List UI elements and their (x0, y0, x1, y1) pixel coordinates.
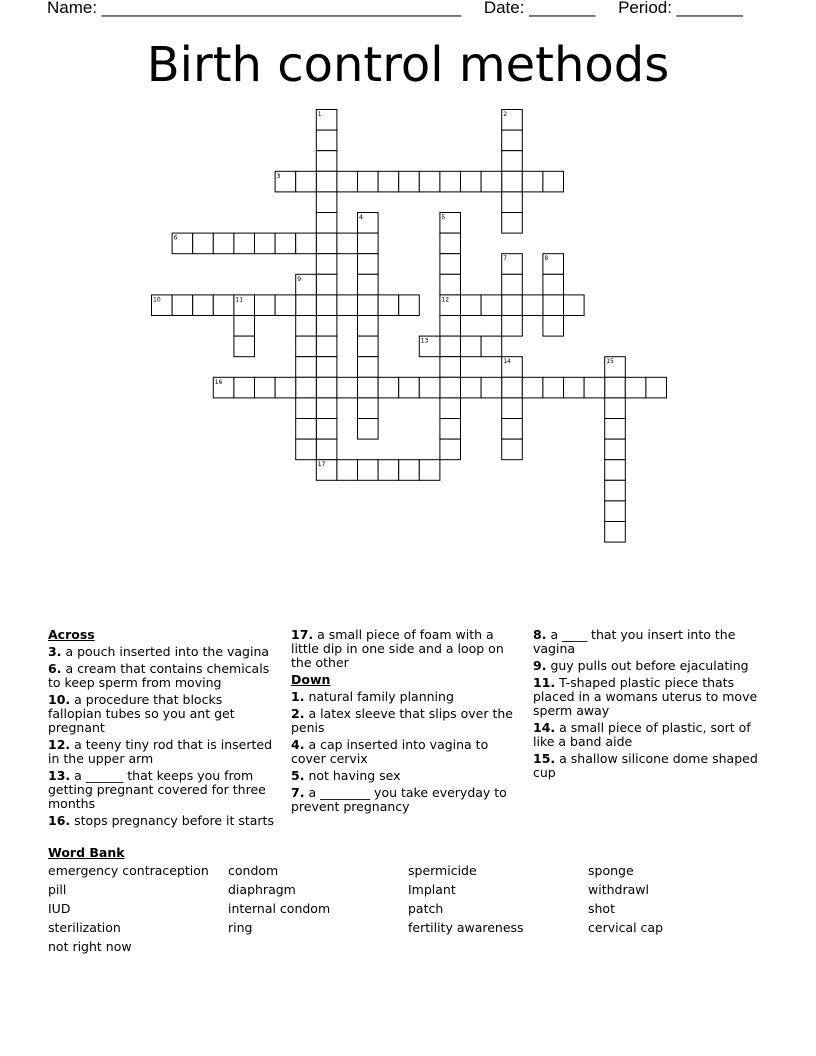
crossword-cell[interactable] (358, 377, 379, 398)
across-clue-13: 13. a ______ that keeps you from getting pregnant covered for three months (48, 768, 266, 811)
crossword-cell[interactable] (502, 377, 523, 398)
crossword-cell[interactable] (440, 171, 461, 192)
crossword-cell[interactable] (213, 295, 234, 316)
word-bank-heading: Word Bank (48, 845, 125, 860)
word-bank-item: ring (228, 920, 253, 935)
crossword-cell[interactable] (255, 233, 276, 254)
crossword-cell[interactable] (296, 336, 317, 357)
down-clue-9: 9. guy pulls out before ejaculating (533, 658, 749, 673)
word-bank-item: withdrawl (588, 882, 649, 897)
crossword-cell[interactable] (358, 460, 379, 481)
crossword-cell[interactable] (296, 233, 317, 254)
crossword-cell[interactable] (440, 357, 461, 378)
crossword-cell[interactable] (522, 377, 543, 398)
word-bank-item: fertility awareness (408, 920, 524, 935)
crossword-cell[interactable] (440, 377, 461, 398)
crossword-cell[interactable] (234, 377, 255, 398)
clue-number-4: 4 (359, 214, 363, 221)
crossword-cell[interactable] (543, 171, 564, 192)
crossword-cell[interactable] (255, 377, 276, 398)
crossword-cell[interactable] (502, 213, 523, 234)
crossword-cell[interactable] (316, 336, 337, 357)
clue-number-8: 8 (544, 255, 549, 263)
name-field[interactable]: Name: ______________________________________ (47, 0, 462, 17)
crossword-cell[interactable] (440, 274, 461, 295)
crossword-cell[interactable] (440, 233, 461, 254)
crossword-cell[interactable] (605, 460, 626, 481)
crossword-cell[interactable] (399, 171, 420, 192)
word-bank-item: pill (48, 882, 67, 897)
crossword-cell[interactable] (213, 233, 234, 254)
crossword-cell[interactable] (275, 295, 296, 316)
crossword-cell[interactable] (378, 295, 399, 316)
crossword-cell[interactable] (440, 254, 461, 275)
crossword-cell[interactable] (605, 377, 626, 398)
crossword-cell[interactable] (605, 522, 626, 543)
crossword-cell[interactable] (316, 213, 337, 234)
crossword-cell[interactable] (275, 377, 296, 398)
crossword-cell[interactable] (316, 357, 337, 378)
crossword-cell[interactable] (440, 398, 461, 419)
down-clue-4: 4. a cap inserted into vagina to cover cervix (291, 737, 489, 766)
word-bank-item: internal condom (228, 901, 331, 916)
crossword-cell[interactable] (193, 295, 214, 316)
word-bank-item: diaphragm (228, 882, 296, 897)
crossword-cell[interactable] (440, 419, 461, 440)
clue-number-14: 14 (503, 358, 511, 366)
down-clue-7: 7. a ________ you take everyday to prevent pregnancy (291, 785, 507, 814)
crossword-cell[interactable] (234, 316, 255, 337)
clue-number-1: 1 (317, 111, 322, 118)
crossword-cell[interactable] (440, 439, 461, 460)
across-clue-10: 10. a procedure that blocks fallopian tubes so you ant get pregnant (48, 692, 235, 735)
crossword-cell[interactable] (461, 171, 482, 192)
clues-column-1 (48, 628, 276, 831)
clue-number-5: 5 (441, 214, 446, 221)
crossword-cell[interactable] (399, 295, 420, 316)
crossword-cell[interactable] (646, 377, 667, 398)
word-bank-item: spermicide (408, 863, 477, 878)
crossword-cell[interactable] (543, 377, 564, 398)
crossword-cell[interactable] (605, 480, 626, 501)
word-bank-item: not right now (48, 939, 132, 954)
crossword-cell[interactable] (316, 233, 337, 254)
crossword-cell[interactable] (461, 336, 482, 357)
crossword-cell[interactable] (502, 316, 523, 337)
crossword-cell[interactable] (316, 130, 337, 151)
crossword-cell[interactable] (481, 295, 502, 316)
crossword-cell[interactable] (193, 233, 214, 254)
down-clue-15: 15. a shallow silicone dome shaped cup (533, 751, 758, 780)
crossword-cell[interactable] (358, 398, 379, 419)
crossword-cell[interactable] (419, 460, 440, 481)
crossword-cell[interactable] (337, 233, 358, 254)
clue-number-6: 6 (173, 234, 178, 242)
clue-number-17: 17 (317, 461, 326, 469)
crossword-cell[interactable] (502, 151, 523, 172)
clue-number-2: 2 (503, 111, 508, 118)
word-bank-item: emergency contraception (48, 863, 209, 878)
crossword-cell[interactable] (316, 295, 337, 316)
crossword-cell[interactable] (358, 336, 379, 357)
word-bank-item: sterilization (48, 920, 121, 935)
crossword-cell[interactable] (316, 254, 337, 275)
crossword-cell[interactable] (481, 171, 502, 192)
crossword-cell[interactable] (296, 171, 317, 192)
crossword-cell[interactable] (296, 439, 317, 460)
crossword-cell[interactable] (296, 295, 317, 316)
word-bank-item: condom (228, 863, 279, 878)
crossword-cell[interactable] (358, 233, 379, 254)
crossword-cell[interactable] (502, 192, 523, 213)
crossword-cell[interactable] (316, 398, 337, 419)
crossword-cell[interactable] (296, 316, 317, 337)
crossword-cell[interactable] (605, 439, 626, 460)
word-bank-item: cervical cap (588, 920, 664, 935)
clues-column-3 (533, 628, 765, 783)
crossword-cell[interactable] (543, 295, 564, 316)
crossword-cell[interactable] (337, 460, 358, 481)
crossword-cell[interactable] (419, 171, 440, 192)
crossword-cell[interactable] (234, 233, 255, 254)
clue-number-7: 7 (503, 255, 508, 263)
date-field[interactable]: Date: _______ (483, 0, 596, 17)
crossword-cell[interactable] (502, 419, 523, 440)
crossword-cell[interactable] (358, 357, 379, 378)
crossword-cell[interactable] (564, 295, 585, 316)
crossword-cell[interactable] (440, 316, 461, 337)
crossword-cell[interactable] (605, 419, 626, 440)
crossword-cell[interactable] (316, 316, 337, 337)
crossword-cell[interactable] (378, 171, 399, 192)
clue-number-11: 11 (235, 296, 244, 304)
word-bank (48, 864, 768, 954)
crossword-cell[interactable] (605, 398, 626, 419)
down-heading: Down (291, 672, 331, 687)
crossword-cell[interactable] (358, 274, 379, 295)
across-clue-3: 3. a pouch inserted into the vagina (48, 644, 270, 659)
crossword-cell[interactable] (522, 171, 543, 192)
crossword-cell[interactable] (522, 295, 543, 316)
across-heading: Across (48, 627, 95, 642)
crossword-cell[interactable] (296, 419, 317, 440)
crossword-cell[interactable] (316, 439, 337, 460)
crossword-cell[interactable] (502, 295, 523, 316)
crossword-cell[interactable] (296, 377, 317, 398)
down-clue-11: 11. T-shaped plastic piece thats placed in a womans uterus to move sperm away (533, 675, 758, 718)
crossword-cell[interactable] (358, 295, 379, 316)
crossword-cell[interactable] (337, 171, 358, 192)
clue-number-16: 16 (214, 378, 223, 386)
crossword-cell[interactable] (399, 460, 420, 481)
crossword-cell[interactable] (296, 398, 317, 419)
crossword-cell[interactable] (255, 295, 276, 316)
crossword-cell[interactable] (337, 295, 358, 316)
crossword-cell[interactable] (399, 377, 420, 398)
clue-number-15: 15 (606, 358, 614, 366)
crossword-cell[interactable] (358, 316, 379, 337)
down-clue-8: 8. a ____ that you insert into the vagina (533, 627, 736, 656)
down-clue-1: 1. natural family planning (291, 689, 454, 704)
crossword-cell[interactable] (378, 377, 399, 398)
clue-number-13: 13 (420, 337, 429, 345)
crossword-cell[interactable] (461, 295, 482, 316)
crossword-cell[interactable] (275, 233, 296, 254)
period-field[interactable]: Period: _______ (618, 0, 743, 17)
crossword-cell[interactable] (172, 295, 193, 316)
down-clue-14: 14. a small piece of plastic, sort of like a band aide (533, 720, 751, 749)
crossword-cell[interactable] (543, 316, 564, 337)
word-bank-item: patch (408, 901, 444, 916)
down-clue-5: 5. not having sex (291, 768, 401, 783)
across-clue-17: 17. a small piece of foam with a little dip in one side and a loop on the other (291, 627, 504, 670)
crossword-cell[interactable] (481, 336, 502, 357)
crossword-cell[interactable] (358, 419, 379, 440)
crossword-cell[interactable] (234, 336, 255, 357)
crossword-cell[interactable] (481, 377, 502, 398)
crossword-cell[interactable] (605, 501, 626, 522)
crossword-cell[interactable] (502, 398, 523, 419)
crossword-cell[interactable] (564, 377, 585, 398)
crossword-cell[interactable] (316, 171, 337, 192)
crossword-cell[interactable] (358, 254, 379, 275)
word-bank-item: shot (588, 901, 615, 916)
crossword-cell[interactable] (440, 336, 461, 357)
clue-number-3: 3 (276, 172, 281, 180)
crossword-cell[interactable] (378, 460, 399, 481)
word-bank-item: sponge (588, 863, 634, 878)
clue-number-12: 12 (441, 296, 450, 304)
crossword-cell[interactable] (461, 377, 482, 398)
crossword-cell[interactable] (502, 171, 523, 192)
crossword-cell[interactable] (316, 151, 337, 172)
crossword-cell[interactable] (502, 439, 523, 460)
crossword-cell[interactable] (316, 419, 337, 440)
crossword-cell[interactable] (316, 192, 337, 213)
crossword-cell[interactable] (625, 377, 646, 398)
crossword-cell[interactable] (337, 377, 358, 398)
crossword-cell[interactable] (419, 377, 440, 398)
crossword-cell[interactable] (316, 377, 337, 398)
crossword-cell[interactable] (502, 130, 523, 151)
down-clue-2: 2. a latex sleeve that slips over the penis (291, 706, 513, 735)
across-clue-12: 12. a teeny tiny rod that is inserted in the upper arm (48, 737, 273, 766)
clue-number-10: 10 (153, 296, 161, 304)
clue-number-9: 9 (297, 275, 302, 283)
crossword-cell[interactable] (316, 274, 337, 295)
word-bank-item: IUD (48, 901, 71, 916)
page-title: Birth control methods (146, 37, 670, 93)
crossword-cell[interactable] (584, 377, 605, 398)
crossword-cell[interactable] (296, 357, 317, 378)
across-clue-16: 16. stops pregnancy before it starts (48, 813, 274, 828)
word-bank-item: Implant (408, 882, 456, 897)
clues-column-2 (291, 628, 521, 817)
across-clue-6: 6. a cream that contains chemicals to keep sperm from moving (48, 661, 270, 690)
crossword-cell[interactable] (502, 274, 523, 295)
crossword-cell[interactable] (543, 274, 564, 295)
crossword-cell[interactable] (358, 171, 379, 192)
